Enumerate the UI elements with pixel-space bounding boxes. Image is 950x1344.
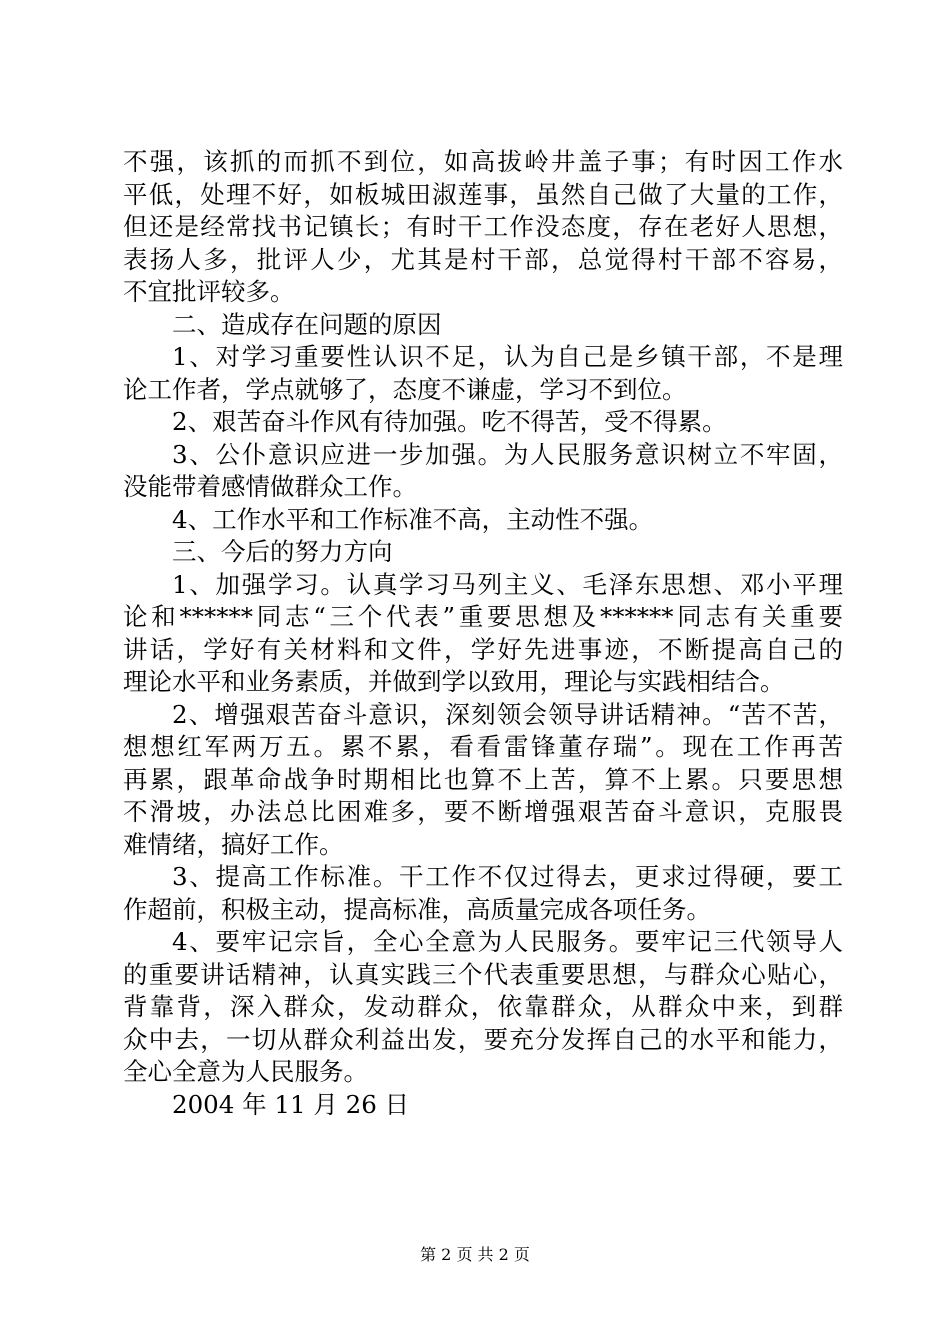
- text-line: 平低，处理不好，如板城田淑莲事，虽然自己做了大量的工作，: [123, 179, 843, 209]
- text-line: 4、要牢记宗旨，全心全意为人民服务。要牢记三代领导人: [172, 927, 843, 956]
- text-line: 讲话，学好有关材料和文件，学好先进事迹，不断提高自己的: [123, 634, 843, 664]
- text-line: 众中去，一切从群众利益出发，要充分发挥自己的水平和能力，: [123, 1024, 843, 1054]
- text-line: 表扬人多，批评人少，尤其是村干部，总觉得村干部不容易，: [123, 244, 843, 274]
- text-line: 背靠背，深入群众，发动群众，依靠群众，从群众中来，到群: [123, 992, 843, 1021]
- text-line: 2、艰苦奋斗作风有待加强。吃不得苦，受不得累。: [172, 407, 727, 436]
- text-line: 不滑坡，办法总比困难多，要不断增强艰苦奋斗意识，克服畏: [123, 797, 843, 826]
- text-line: 难情绪，搞好工作。: [123, 829, 344, 859]
- text-line: 想想红军两万五。累不累，看看雷锋董存瑞”。现在工作再苦: [123, 732, 843, 761]
- text-line: 没能带着感情做群众工作。: [123, 472, 417, 501]
- text-line: 理论水平和业务素质，并做到学以致用，理论与实践相结合。: [123, 667, 785, 696]
- text-line: 作超前，积极主动，提高标准，高质量完成各项任务。: [123, 894, 711, 924]
- text-line: 的重要讲话精神，认真实践三个代表重要思想，与群众心贴心，: [123, 959, 843, 989]
- text-line: 2、增强艰苦奋斗意识，深刻领会领导讲话精神。“苦不苦，: [172, 699, 843, 729]
- text-line: 三、今后的努力方向: [172, 537, 393, 566]
- text-line: 全心全意为人民服务。: [123, 1057, 368, 1086]
- text-line: 论工作者，学点就够了，态度不谦虚，学习不到位。: [123, 374, 687, 404]
- document-text: [123, 146, 843, 1121]
- text-line: 再累，跟革命战争时期相比也算不上苦，算不上累。只要思想: [123, 764, 843, 794]
- text-line: 1、对学习重要性认识不足，认为自己是乡镇干部，不是理: [172, 342, 843, 371]
- text-line: 4、工作水平和工作标准不高，主动性不强。: [172, 504, 654, 534]
- text-line: 不强，该抓的而抓不到位，如高拔岭井盖子事；有时因工作水: [123, 147, 843, 176]
- page-footer: 第 2 页 共 2 页: [420, 1245, 530, 1264]
- text-line: 2004 年 11 月 26 日: [172, 1089, 410, 1119]
- text-line: 二、造成存在问题的原因: [172, 309, 442, 339]
- text-line: 论和******同志“三个代表”重要思想及******同志有关重要: [123, 602, 843, 631]
- text-line: 3、公仆意识应进一步加强。为人民服务意识树立不牢固，: [172, 439, 843, 469]
- text-line: 但还是经常找书记镇长；有时干工作没态度，存在老好人思想，: [123, 212, 843, 241]
- text-line: 3、提高工作标准。干工作不仅过得去，更求过得硬，要工: [172, 862, 843, 891]
- text-line: 1、加强学习。认真学习马列主义、毛泽东思想、邓小平理: [172, 569, 843, 599]
- document-body: [123, 146, 843, 1121]
- text-line: 不宜批评较多。: [123, 277, 295, 306]
